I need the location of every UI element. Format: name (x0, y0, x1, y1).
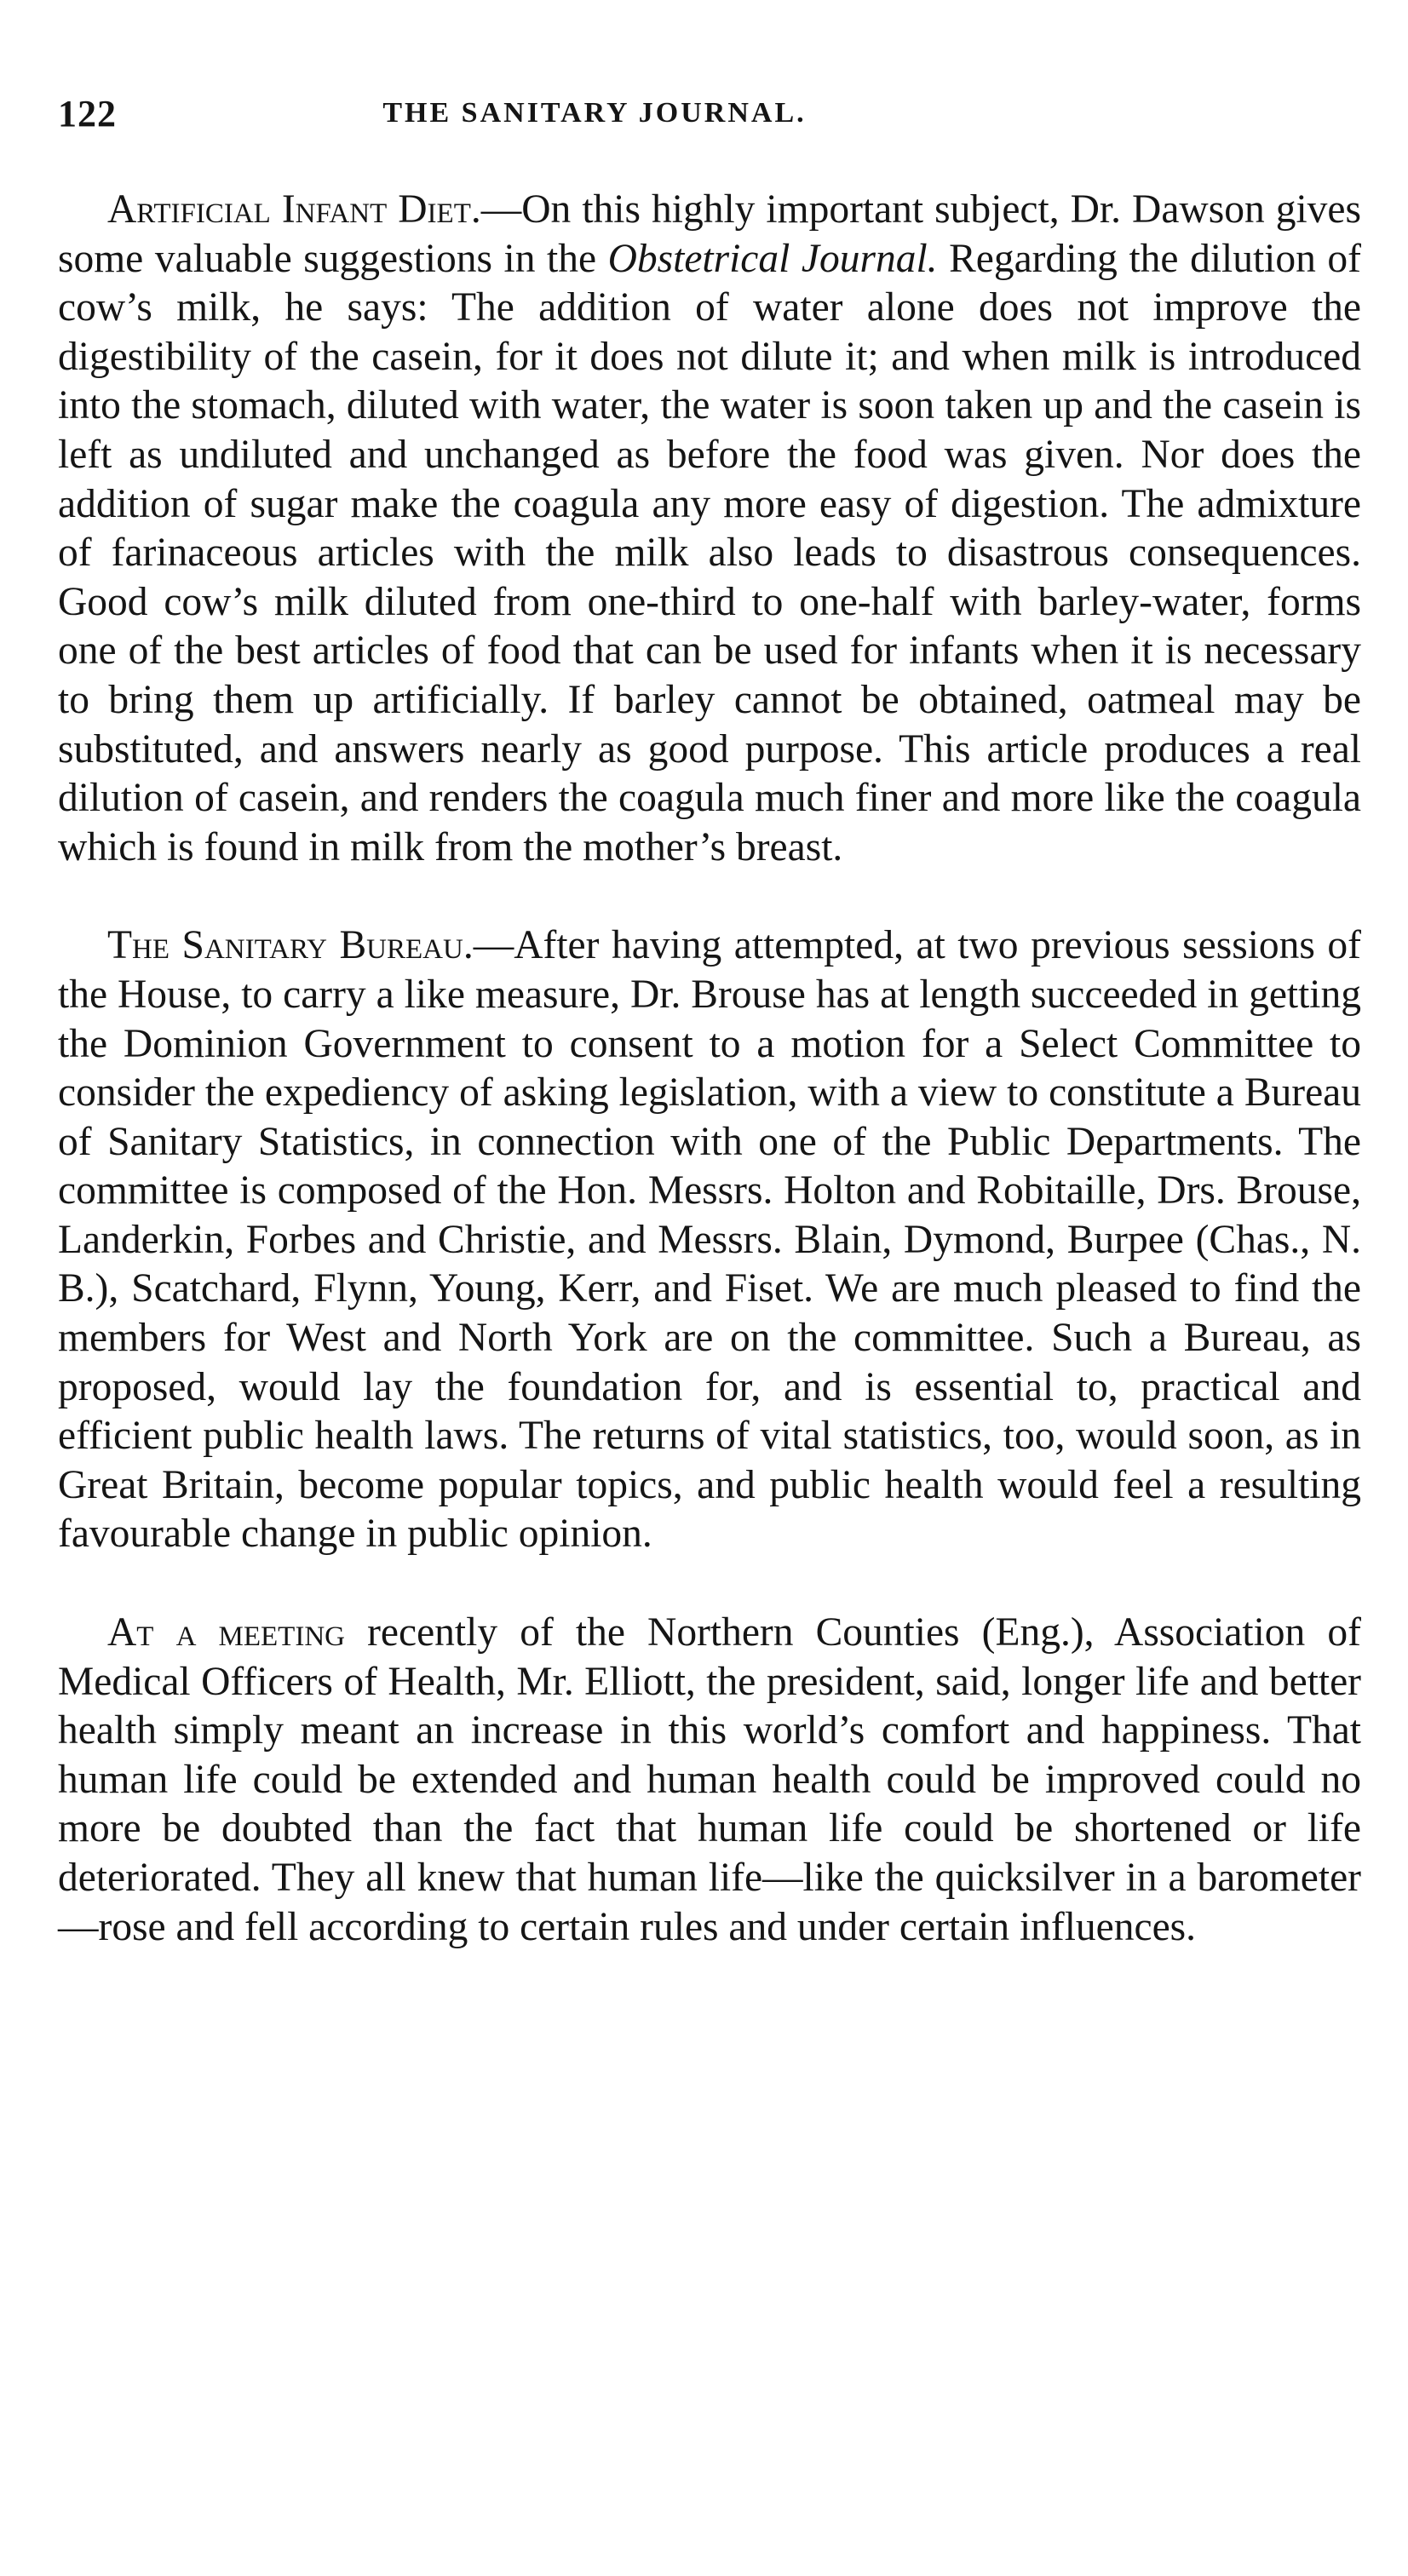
article-heading: At a meeting (107, 1610, 345, 1655)
running-head (58, 92, 1361, 143)
article-column (58, 186, 1361, 1952)
article-text: —On this highly important subject, Dr. Dawson gives some valuable suggestions in the (58, 187, 1362, 281)
article-heading: The Sanitary Bureau. (107, 923, 474, 968)
article-text: —After having attempted, at two previous sessions of the House, to carry a like measure, Dr. Brouse has at length succeeded in getting the Dominion Government to consent to a motion for a Select Committee to consider the expediency of asking legislation, with a view to constitute a Bureau of Sanitary Statistics, in connection with one of the Public Departments. The committee is composed of the Hon. Messrs. Holton and Robitaille, Drs. Brouse, Landerkin, Forbes and Christie, and Messrs. Blain, Dymond, Burpee (Chas., N. B.), Scatchard, Flynn, Young, Kerr, and Fiset. We are much pleased to find the members for West and North York are on the committee. Such a Bureau, as proposed, would lay the foundation for, and is essential to, practical and efficient public health laws. The returns of vital statistics, too, would soon, as in Great Britain, become popular topics, and public health would feel a resulting favourable change in public opinion. (58, 923, 1362, 1557)
article-sanitary-bureau (58, 921, 1361, 1559)
page-number: 122 (58, 93, 117, 135)
journal-citation: Obstetrical Journal. (607, 236, 938, 281)
article-text: recently of the Northern Counties (Eng.), Association of Medical Officers of Health, Mr. Elliott, the president, said, longer life and better health simply meant an increase in this world’s comfort and happiness. That human life could be extended and human health could be improved could no more be doubted than the fact that human life could be shortened or life deteriorated. They all knew that human life—like the quicksilver in a barometer—rose and fell according to certain rules and under certain influences. (58, 1610, 1361, 1949)
article-text: Regarding the dilution of cow’s milk, he says: The addition of water alone does not improve the digestibility of the casein, for it does not dilute it; and when milk is introduced into the stomach, diluted with water, the water is soon taken up and the casein is left as undiluted and unchanged as before the food was given. Nor does the addition of sugar make the coagula any more easy of digestion. The admixture of farinaceous articles with the milk also leads to disastrous consequences. Good cow’s milk diluted from one-third to one-half with barley-water, forms one of the best articles of food that can be used for infants when it is necessary to bring them up artificially. If barley cannot be obtained, oatmeal may be substituted, and answers nearly as good purpose. This article produces a real dilution of casein, and renders the coagula much finer and more like the coagula which is found in milk from the mother’s breast. (58, 236, 1361, 869)
article-northern-counties-meeting (58, 1609, 1361, 1952)
journal-page (58, 0, 1361, 2576)
article-heading: Artificial Infant Diet. (107, 187, 481, 232)
article-artificial-infant-diet (58, 186, 1361, 872)
journal-title: THE SANITARY JOURNAL. (382, 97, 807, 129)
